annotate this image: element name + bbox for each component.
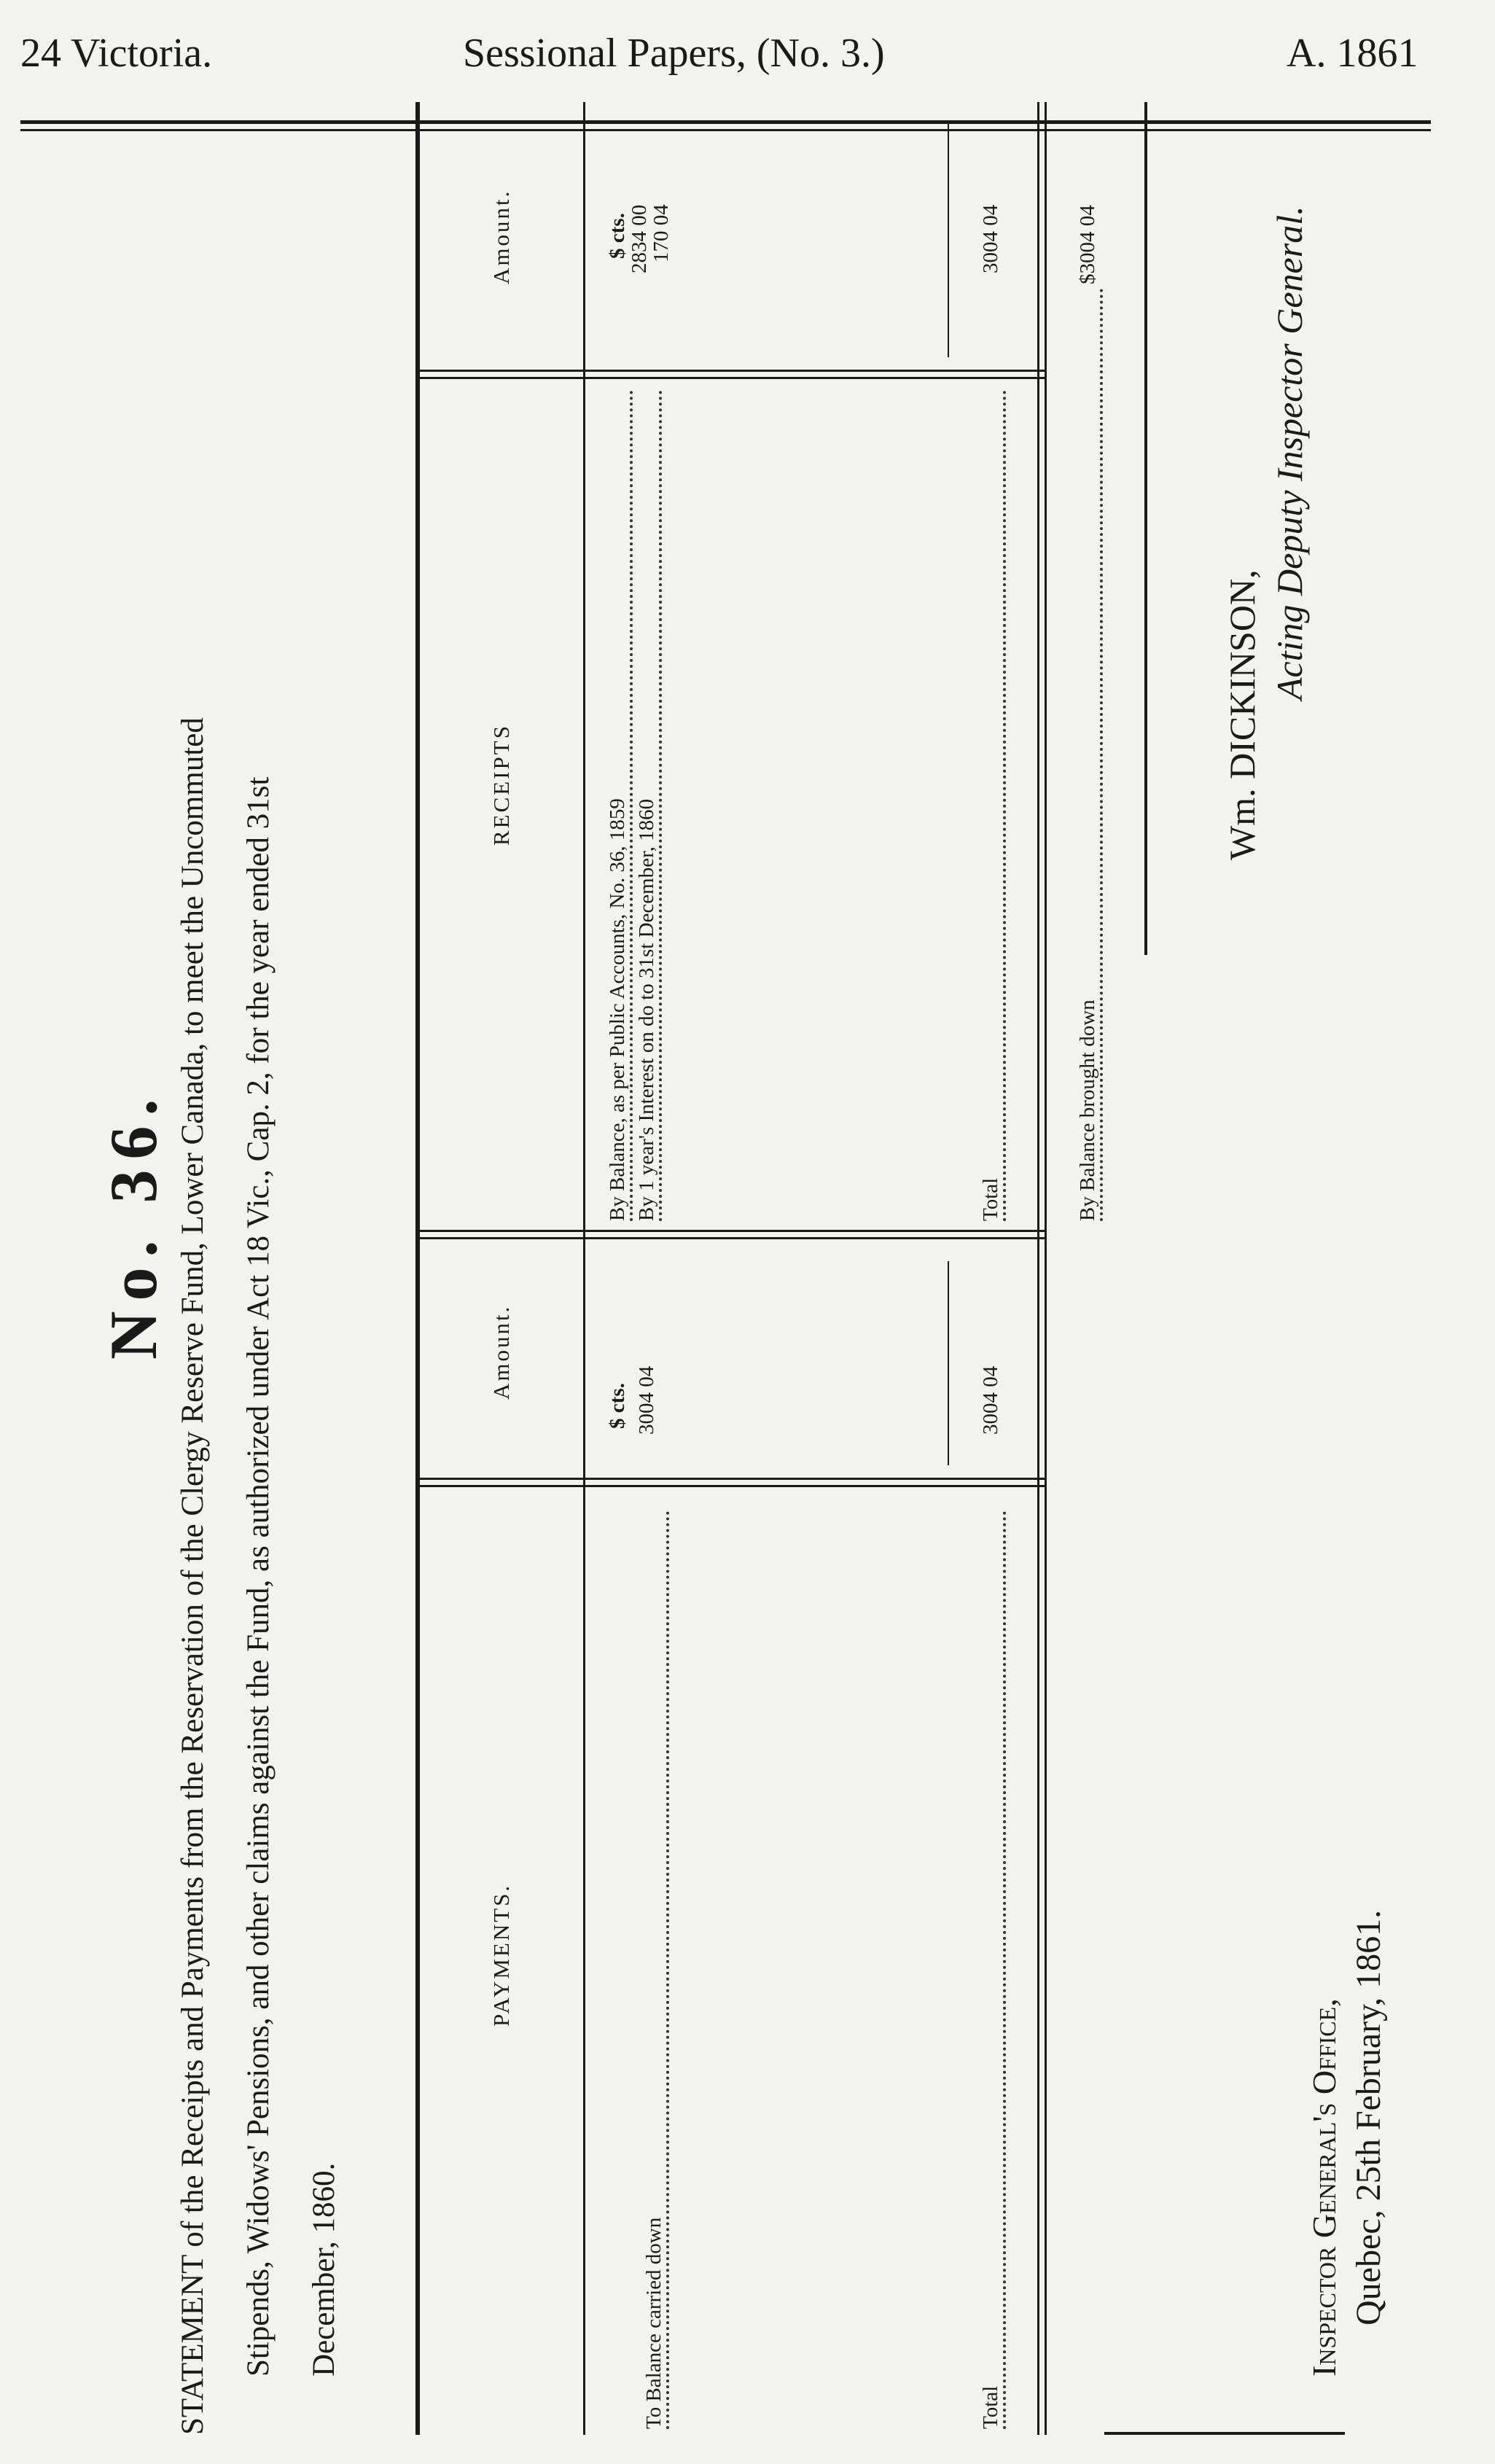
header-center: Sessional Papers, (No. 3.) xyxy=(463,31,885,76)
table-bottom-border-2 xyxy=(1045,102,1047,2435)
header-left: 24 Victoria. xyxy=(20,31,213,76)
payment-row-label: To Balance carried down xyxy=(641,1510,669,2429)
col-divider-receipts-amount-2 xyxy=(415,370,1047,372)
statement-title-line-2: Stipends, Widows' Pensions, and other claims against the Fund, as authorized under Act 18 Vic., Cap. 2, for the year ended 31st xyxy=(241,776,276,2377)
receipts-amount-header: Amount. xyxy=(488,189,514,284)
table-top-border xyxy=(415,102,420,2435)
rotated-statement-page xyxy=(95,95,1392,2435)
receipts-total-label: Total xyxy=(978,390,1006,1221)
signature-name: Wm. DICKINSON, xyxy=(1222,569,1262,860)
office-date-line: Quebec, 25th February, 1861. xyxy=(1349,1909,1388,2325)
statement-title-line-1: STATEMENT of the Receipts and Payments from the Reservation of the Clergy Reserve Fund, Lower Canada, to meet the Uncommuted xyxy=(176,717,210,2435)
signature-vertical-rule xyxy=(1104,2432,1345,2435)
payments-total-amount: 3004 04 xyxy=(979,1365,1002,1435)
receipt-row-1-amount: 2834 00 xyxy=(628,204,651,273)
table-bottom-border xyxy=(1037,102,1039,2435)
brought-down-label: By Balance brought down xyxy=(1075,288,1103,1221)
payments-header: PAYMENTS. xyxy=(488,1883,514,2027)
receipts-header: RECEIPTS xyxy=(488,724,514,846)
receipt-row-2-label: By 1 year's Interest on do to 31st December, 1860 xyxy=(634,390,662,1221)
document-number: No. 36. xyxy=(96,1088,171,1360)
receipts-total-amount: 3004 04 xyxy=(979,204,1002,273)
receipt-row-2-amount: 170 04 xyxy=(649,204,673,262)
col-divider-payments-amount xyxy=(415,1485,1047,1487)
payments-currency-unit: $ cts. xyxy=(606,1383,629,1429)
payment-row-amount: 3004 04 xyxy=(635,1365,658,1435)
signature-rule xyxy=(1144,102,1147,955)
receipts-total-rule xyxy=(948,124,949,357)
col-divider-receipts-amount xyxy=(415,377,1047,379)
statement-title-line-3: December, 1860. xyxy=(307,2162,341,2377)
payments-total-label: Total xyxy=(978,1510,1006,2429)
col-divider-center xyxy=(415,1237,1047,1239)
col-divider-payments-amount-2 xyxy=(415,1478,1047,1480)
payments-amount-header: Amount. xyxy=(488,1304,514,1400)
payments-total-rule xyxy=(948,1261,949,1465)
header-right: A. 1861 xyxy=(1287,31,1418,76)
signature-title: Acting Deputy Inspector General. xyxy=(1269,206,1310,700)
receipts-currency-unit: $ cts. xyxy=(606,213,629,259)
table-header-divider xyxy=(583,102,585,2435)
receipt-row-1-label: By Balance, as per Public Accounts, No. 36, 1859 xyxy=(605,390,633,1221)
col-divider-center-2 xyxy=(415,1230,1047,1232)
office-name: Inspector General's Office, xyxy=(1305,1998,1343,2377)
brought-down-amount: $3004 04 xyxy=(1076,205,1099,284)
